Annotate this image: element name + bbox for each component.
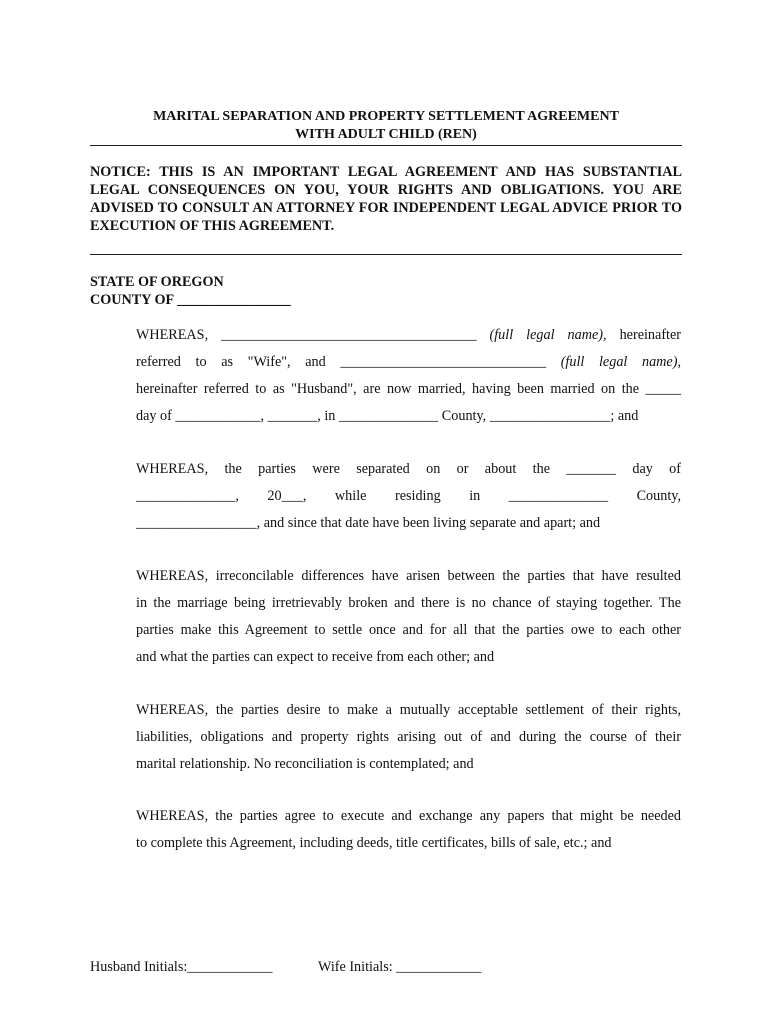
paragraph-line: WHEREAS, the parties were separated on or about the _______ day of [136,461,681,477]
paragraph-line: WHEREAS, the parties agree to execute and exchange any papers that might be needed [136,808,681,824]
whereas-paragraph-3 [136,563,681,671]
document-title [90,108,682,144]
paragraph-line: parties make this Agreement to settle once and for all that the parties owe to each other [136,622,681,638]
whereas-paragraph-2 [136,456,681,537]
paragraph-line: hereinafter referred to as "Husband", are now married, having been married on the _____ [136,381,681,397]
county-line: COUNTY OF ________________ [90,292,291,308]
whereas-paragraph-4 [136,697,681,778]
paragraph-line: in the marriage being irretrievably broken and there is no chance of staying together. The [136,595,681,611]
title-line-2: WITH ADULT CHILD (REN) [295,127,477,142]
paragraph-line: day of ____________, _______, in ______________ County, _________________; and [136,408,639,424]
title-line-1: MARITAL SEPARATION AND PROPERTY SETTLEMENT AGREEMENT [153,109,619,124]
notice-paragraph: NOTICE: THIS IS AN IMPORTANT LEGAL AGREEMENT AND HAS SUBSTANTIAL LEGAL CONSEQUENCES ON YOU, YOUR RIGHTS AND OBLIGATIONS. YOU ARE ADVISED TO CONSULT AN ATTORNEY FOR INDEPENDENT LEGAL ADVICE PRIOR TO EXECUTION OF THIS AGREEMENT. [90,164,682,234]
paragraph-line: and what the parties can expect to receive from each other; and [136,649,495,665]
notice-divider [90,254,682,255]
paragraph-line: marital relationship. No reconciliation is contemplated; and [136,756,474,772]
paragraph-line [136,322,681,349]
paragraph-line [136,349,681,376]
italic-text: (full legal name), [560,354,681,370]
husband-initials: Husband Initials:____________ [90,959,273,975]
initials-footer [90,958,482,976]
whereas-paragraph-5 [136,803,681,857]
paragraph-line: WHEREAS, irreconcilable differences have arisen between the parties that have resulted [136,568,681,584]
text-span: referred to as "Wife", and _____________________________ [136,354,547,370]
title-divider [90,145,682,146]
text-span: WHEREAS, ____________________________________ [136,327,477,343]
italic-text: (full legal name), [489,327,607,343]
venue-block [90,273,291,309]
state-line: STATE OF OREGON [90,274,224,290]
paragraph-line: ______________, 20___, while residing in ______________ County, [136,488,681,504]
paragraph-line: _________________, and since that date have been living separate and apart; and [136,515,601,531]
whereas-paragraph-1 [136,322,681,430]
text-span: hereinafter [619,327,682,343]
paragraph-line: to complete this Agreement, including deeds, title certificates, bills of sale, etc.; and [136,835,612,851]
paragraph-line: liabilities, obligations and property rights arising out of and during the course of their [136,729,681,745]
wife-initials: Wife Initials: ____________ [318,959,482,975]
paragraph-line: WHEREAS, the parties desire to make a mutually acceptable settlement of their rights, [136,702,681,718]
